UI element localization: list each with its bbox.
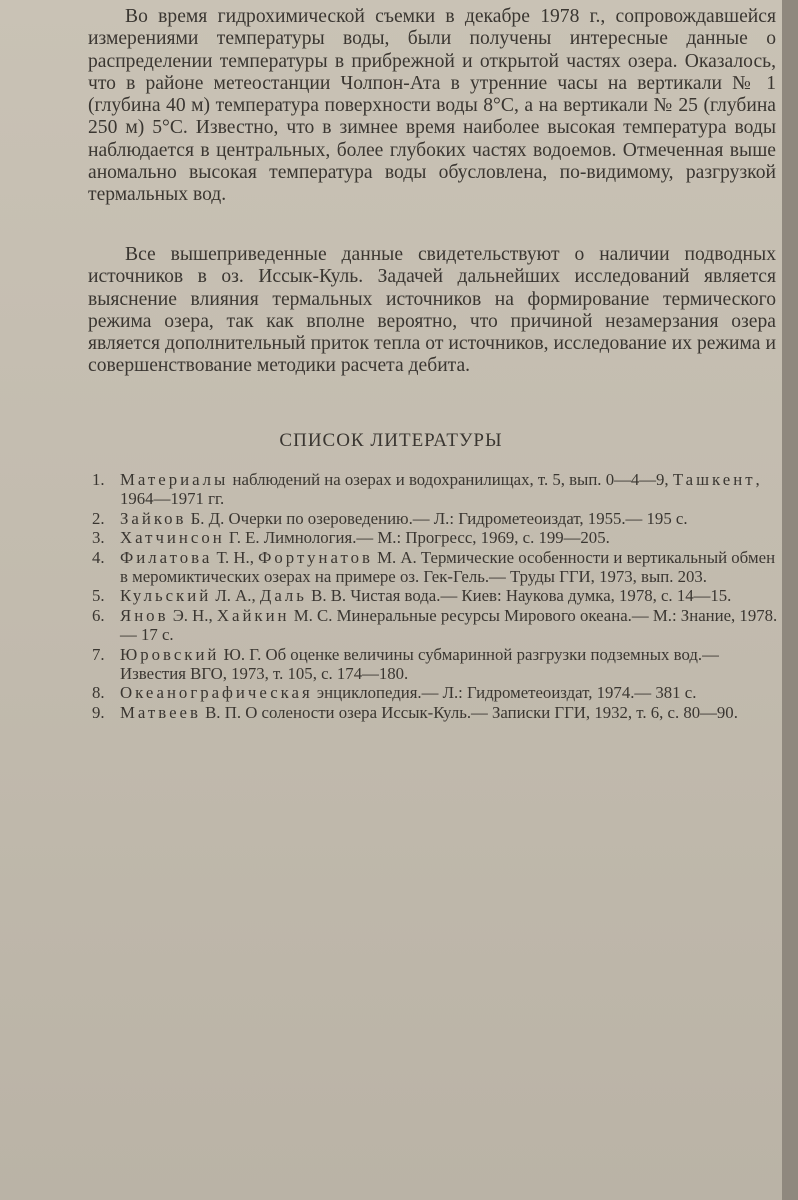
reference-text: Г. Е. Лимнология.— М.: Прогресс, 1969, с. 199—205. <box>224 528 610 548</box>
reference-text: Л. А., <box>211 586 260 606</box>
reference-number: 8. <box>92 683 105 703</box>
reference-text: Б. Д. Очерки по озероведению.— Л.: Гидрометеоиздат, 1955.— 195 с. <box>186 508 688 528</box>
reference-item <box>92 586 782 605</box>
reference-number: 9. <box>92 702 105 722</box>
body-paragraph-1: Во время гидрохимической съемки в декабре 1978 г., сопровождавшейся измерениями температуры воды, были получены интересные данные о распределении температуры в прибрежной и открытой частях озера. Оказалось, что в районе метеостанции Чолпон-Ата в утренние часы на вертикали № 1 (глубина 40 м) температура поверхности воды 8°С, а на вертикали № 25 (глубина 250 м) 5°С. Известно, что в зимнее время наиболее высокая температура воды наблюдается в центральных, более глубоких частях водоемов. Отмеченная выше аномально высокая температура воды обусловлена, по-видимому, разгрузкой термальных вод. <box>88 6 776 206</box>
reference-author: Океанографическая <box>120 683 313 703</box>
reference-number: 6. <box>92 605 105 625</box>
reference-text: Э. Н., <box>168 605 217 625</box>
reference-number: 2. <box>92 508 105 528</box>
reference-author: Юровский <box>120 644 220 664</box>
reference-item <box>92 509 782 528</box>
reference-item <box>92 548 782 587</box>
body-paragraph-2: Все вышеприведенные данные свидетельствуют о наличии подводных источников в оз. Иссык-Куль. Задачей дальнейших исследований является выяснение влияния термальных источников на формирование термического режима озера, так как вполне вероятно, что причиной незамерзания озера является дополнительный приток тепла от источников, исследование их режима и совершенствование методики расчета дебита. <box>88 244 776 377</box>
reference-item <box>92 528 782 547</box>
reference-number: 1. <box>92 470 105 489</box>
reference-item <box>92 703 782 722</box>
reference-item <box>92 606 782 645</box>
page-edge <box>782 0 798 1200</box>
reference-text: М. А. Термические особенности и вертикальный обмен в меромиктических озерах на примере оз. Гек-Гель.— Труды ГГИ, 1973, вып. 203. <box>120 547 776 587</box>
reference-author: Хайкин <box>216 605 290 625</box>
reference-text: М. С. Минеральные ресурсы Мирового океана.— М.: Знание, 1978.— 17 с. <box>120 605 778 645</box>
reference-item <box>92 645 782 684</box>
reference-number: 4. <box>92 547 105 567</box>
reference-author: Янов <box>120 605 169 625</box>
references-heading: СПИСОК ЛИТЕРАТУРЫ <box>279 430 503 451</box>
reference-text: энциклопедия.— Л.: Гидрометеоиздат, 1974.— 381 с. <box>312 683 697 703</box>
reference-author: Даль <box>259 586 307 606</box>
reference-author: Материалы <box>120 470 229 489</box>
reference-text: наблюдений на озерах и водохранилищах, т. 5, вып. 0—4—9, <box>228 470 673 489</box>
reference-text: Ю. Г. Об оценке величины субмаринной разгрузки подземных вод.— Известия ВГО, 1973, т. 105, с. 174—180. <box>120 644 719 684</box>
reference-author: Хатчинсон <box>120 528 225 548</box>
reference-text: , 1964—1971 гг. <box>120 470 760 509</box>
reference-text: В. В. Чистая вода.— Киев: Наукова думка, 1978, с. 14—15. <box>306 586 732 606</box>
reference-author: Ташкент <box>672 470 756 489</box>
reference-author: Матвеев <box>120 702 201 722</box>
reference-item <box>92 683 782 702</box>
reference-author: Филатова <box>120 547 213 567</box>
reference-author: Фортунатов <box>258 547 373 567</box>
reference-number: 5. <box>92 586 105 606</box>
reference-item <box>92 470 782 509</box>
reference-number: 7. <box>92 644 105 664</box>
references-list <box>92 470 782 722</box>
reference-number: 3. <box>92 528 105 548</box>
reference-author: Кульский <box>120 586 212 606</box>
reference-text: Т. Н., <box>212 547 259 567</box>
reference-author: Зайков <box>120 508 187 528</box>
reference-text: В. П. О солености озера Иссык-Куль.— Записки ГГИ, 1932, т. 6, с. 80—90. <box>200 702 738 722</box>
